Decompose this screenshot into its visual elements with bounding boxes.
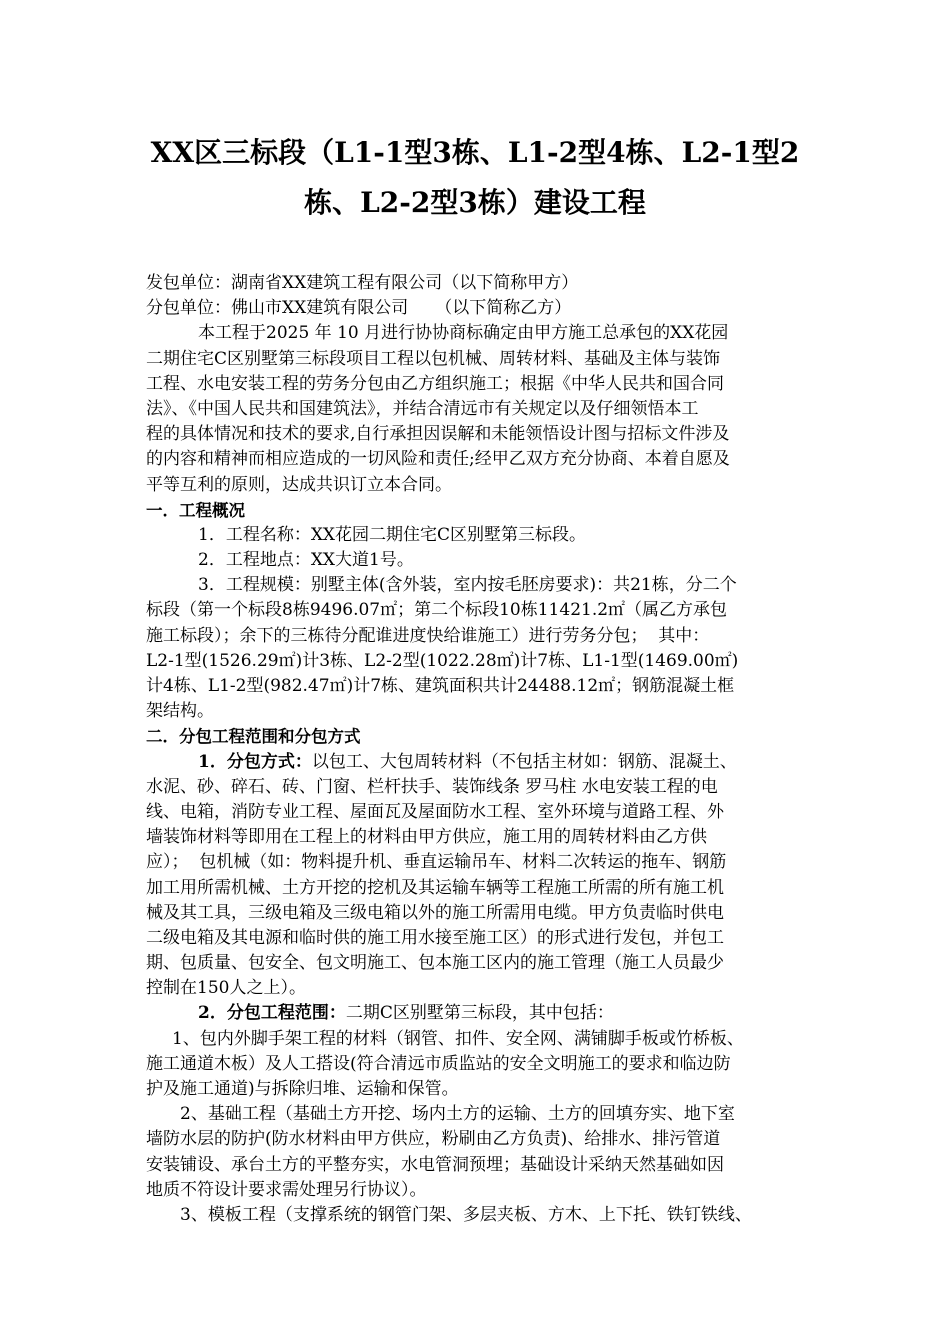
method-line [146,750,821,775]
method-line: 控制在150人之上）。 [146,978,306,999]
method-line: 应）； 包机械（如：物料提升机、垂直运输吊车、材料二次转运的拖车、钢筋 [146,852,727,873]
scope-text: 二期C区别墅第三标段，其中包括： [345,1003,614,1024]
scope-item-1: 1、包内外脚手架工程的材料（钢管、扣件、安全网、满铺脚手板或竹桥板、 [172,1028,744,1049]
intro-line: 法》、《中国人民共和国建筑法》，并结合清远市有关规定以及仔细领悟本工 [146,398,699,419]
method-label: 1．分包方式： [198,751,312,772]
method-line: 线、电箱，消防专业工程、屋面瓦及屋面防水工程、室外环境与道路工程、外 [146,801,724,822]
document-body [146,271,821,1228]
intro-line: 本工程于2025 年 10 月进行协协商标确定由甲方施工总承包的XX花园 [198,323,729,344]
intro-line: 的内容和精神而相应造成的一切风险和责任;经甲乙双方充分协商、本着自愿及 [146,449,730,470]
contractor-line: 发包单位：湖南省XX建筑工程有限公司（以下简称甲方） [146,273,579,293]
subcontractor-line: 分包单位：佛山市XX建筑有限公司 （以下简称乙方） [146,298,572,319]
scope-item-2: 墙防水层的防护(防水材料由甲方供应，粉刷由乙方负责)、给排水、排污管道 [146,1129,721,1150]
scope-item-3: 3、模板工程（支撑系统的钢管门架、多层夹板、方木、上下托、铁钉铁线、 [180,1204,752,1225]
scope-item-1: 施工通道木板）及人工搭设(符合清远市质监站的安全文明施工的要求和临边防 [146,1053,731,1074]
project-scale-line: L2-1型(1526.29㎡)计3栋、L2-2型(1022.28㎡)计7栋、L1-1型(1469.00㎡) [146,650,739,671]
document-title [100,128,850,228]
project-scale-line: 标段（第一个标段8栋9496.07㎡；第二个标段10栋11421.2㎡（属乙方承包 [146,600,728,621]
method-line: 加工用所需机械、土方开挖的挖机及其运输车辆等工程施工所需的所有施工机 [146,877,724,898]
scope-item-2: 2、基础工程（基础土方开挖、场内土方的运输、土方的回填夯实、地下室 [180,1104,735,1125]
project-scale-line: 架结构。 [146,701,214,722]
scope-line [146,1001,821,1026]
scope-item-2: 安装铺设、承台土方的平整夯实，水电管洞预埋；基础设计采纳天然基础如因 [146,1154,724,1175]
project-scale-line: 3．工程规模：别墅主体(含外装，室内按毛胚房要求)：共21栋，分二个 [198,575,737,596]
method-line: 期、包质量、包安全、包文明施工、包本施工区内的施工管理（施工人员最少 [146,953,724,974]
intro-line: 程的具体情况和技术的要求,自行承担因误解和未能领悟设计图与招标文件涉及 [146,424,730,445]
scope-item-2: 地质不符设计要求需处理另行协议）。 [146,1179,427,1200]
method-line: 墙装饰材料等即用在工程上的材料由甲方供应，施工用的周转材料由乙方供 [146,827,707,848]
intro-line: 二期住宅C区别墅第三标段项目工程以包机械、周转材料、基础及主体与装饰 [146,348,721,369]
method-line: 二级电箱及其电源和临时供的施工用水接至施工区）的形式进行发包，并包工 [146,927,724,948]
method-line: 水泥、砂、碎石、砖、门窗、栏杆扶手、装饰线条 罗马柱 水电安装工程的电 [146,776,718,797]
intro-line: 工程、水电安装工程的劳务分包由乙方组织施工；根据《中华人民共和国合同 [146,373,724,394]
project-location: 2．工程地点：XX大道1号。 [198,550,414,571]
method-line: 械及其工具，三级电箱及三级电箱以外的施工所需用电缆。甲方负责临时供电 [146,902,724,923]
title-line-2: 栋、L2-2型3栋）建设工程 [304,186,646,219]
intro-line: 平等互利的原则，达成共识订立本合同。 [146,474,452,495]
section-heading: 一．工程概况 [146,500,245,520]
title-line-1: XX区三标段（L1-1型3栋、L1-2型4栋、L2-1型2 [150,136,800,169]
project-scale-line: 施工标段）；余下的三栋待分配谁进度快给谁施工）进行劳务分包； 其中： [146,625,710,646]
method-text: 以包工、大包周转材料（不包括主材如：钢筋、混凝土、 [311,751,737,772]
section-heading: 二．分包工程范围和分包方式 [146,727,361,747]
project-name: 1．工程名称：XX花园二期住宅C区别墅第三标段。 [198,524,587,545]
project-scale-line: 计4栋、L1-2型(982.47㎡)计7栋、建筑面积共计24488.12㎡；钢筋混凝土框 [146,676,735,696]
scope-label: 2．分包工程范围： [198,1003,346,1024]
scope-item-1: 护及施工通道)与拆除归堆、运输和保管。 [146,1079,459,1099]
